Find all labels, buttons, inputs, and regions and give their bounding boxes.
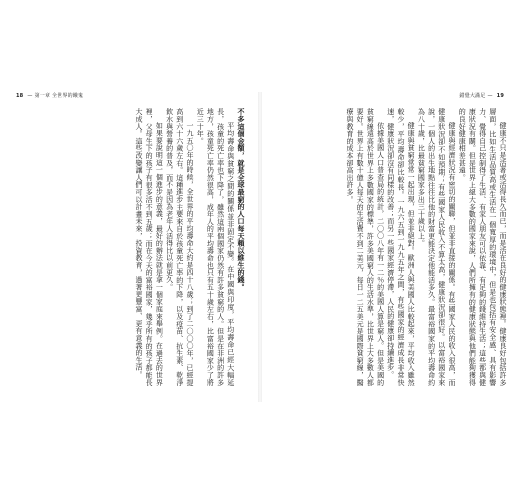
paragraph: 一九五〇年的時候，全世界的平均壽命大約是四十八歲；到了二〇〇〇年，已經提高到六十六歲左右。這種進步主要來自於孩童死亡率的下降，以及疫苗、抗生素、乾淨飲水與營養的普及，而不是因為老年人活得比以前更久。 xyxy=(165,108,194,386)
paragraph: 健康與經濟狀況有密切的關聯，但並非直接的關係。有些國家人民的收入很高，而健康狀況卻不如預期；有些國家人民收入不算太高，健康狀況卻很好。以富裕國家來說，一個人的出生地點往往比他的財富更能決定他能活多久。最富裕國家的平均壽命約為八十歲，比最貧窮國家多出三十歲以上。 xyxy=(417,108,456,386)
paragraph-continued: 不多這個金額，就是全球最窮的人口每天賴以維生的錢。 xyxy=(237,108,245,291)
book-title: 錯覺大滿足 xyxy=(459,93,486,99)
paragraph: 健康不只是活著或活得長久而已，而是活在良好的健康狀態裡。健康良好包括許多層面，比如生活品質高或生活在一個寬厚的環境中，但是也包括有安全感、具有影響力、覺得自己控制得了生活、有家人朋友可以依靠、有足夠的錢維持生活；這些都與健康狀況有關。但是世界上絕大多數的國家來說，人們所擁有的健康狀態與他們能夠獲得的良好健康相差甚遠。 xyxy=(458,108,507,386)
paragraph: 平均壽命與貧窮之間的關係並非固定不變。在中國與印度，平均壽命已經大幅延長，孩童的死亡率也下降了，雖然這兩個國家仍然有許多貧窮的人。但是在非洲的許多地方，孩童死亡率仍然很高，成年人的平均壽命也只有五十歲左右，比富裕國家少了將近三十年。 xyxy=(196,108,235,386)
chapter-label: 第一章 xyxy=(34,93,51,99)
chapter-title: 全世界的餓鬼 xyxy=(51,93,84,99)
running-header-right xyxy=(459,92,506,99)
paragraph: 健康與貧窮常常一起出現，但並非絕對。歐洲人與美國人比較起來，平均收入雖然較少，平均壽命卻比較長。一九六五到一九九五年之間，有些國家的經濟成長非常快速，健康狀況卻沒有同樣的改善；而另一些國家經濟停滯，人民的健康卻持續進步。 xyxy=(386,108,416,386)
page-number-left: 18 xyxy=(16,93,24,99)
header-dash-right: — xyxy=(487,93,493,99)
book-gutter xyxy=(258,92,262,402)
page-number-right: 19 xyxy=(496,93,504,99)
paragraph: 如果要說明這一個進步的意義，最好的辦法就是拿一個家庭來舉例。在過去的世界裡，父母生下的孩子有很多活不到五歲；而在今天的富裕國家，幾乎所有的孩子都能長大成人。這些改變讓人們可以計畫未來，投資教育，過著更豐富、更有意義的生活。 xyxy=(134,108,164,386)
left-page-text xyxy=(24,108,246,386)
header-dash-left: — xyxy=(27,93,33,99)
right-page-text xyxy=(276,108,508,386)
paragraph: 依據美國人口普查局的統計，二〇〇八年有一二％的美國人算是窮人。但是美國的貧窮線遠高於世界上多數國家的標準，許多美國窮人的生活水準，比世界上大多數人都要好。世界上有數十億人每天的生活費不到二美元，每日一二五美元是國際貧窮線，醫療與教育的成本卻高出許多。 xyxy=(345,108,385,386)
running-header-left xyxy=(14,92,83,99)
